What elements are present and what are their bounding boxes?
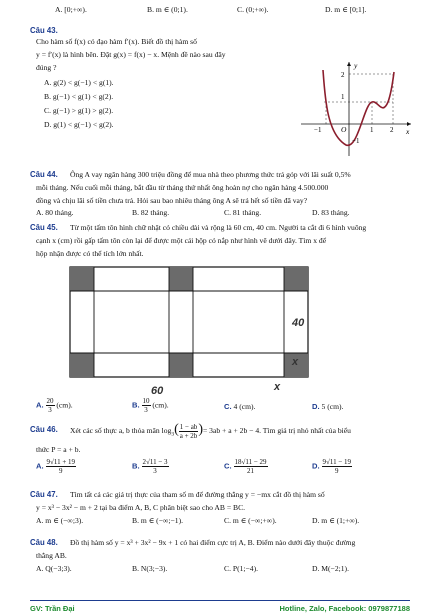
q46-option-a-frac — [46, 458, 77, 475]
q46-paren-open: ( — [174, 422, 179, 437]
q46-options — [36, 458, 416, 480]
frac-den: 3 — [48, 406, 52, 414]
top-option-d: D. m ∈ [0;1]. — [325, 5, 367, 14]
graph-y-label: y — [354, 61, 358, 70]
frac-num: 9√11 − 19 — [322, 458, 352, 466]
q45-options — [36, 395, 406, 417]
q47-line2: y = x³ − 3x² − m + 2 tại ba điểm A, B, C phân biệt sao cho AB = BC. — [36, 503, 246, 512]
frac-num: 18√11 − 29 — [234, 458, 267, 466]
q46-line2: thức P = a + b. — [36, 445, 81, 454]
q45-option-c — [224, 402, 255, 412]
q44-line3: đồng và chịu lãi số tiền chưa trả. Hỏi sau bao nhiêu tháng ông A sẽ trả hết số tiền đã vay? — [36, 196, 308, 205]
q44-option-c: C. 81 tháng. — [224, 208, 262, 217]
top-option-a: A. [0;+∞). — [55, 5, 87, 14]
derivative-graph — [296, 58, 416, 158]
derivative-curve — [323, 70, 394, 145]
tick-x-neg1: −1 — [314, 126, 322, 134]
top-option-b: B. m ∈ (0;1). — [147, 5, 188, 14]
q45-option-c-text: 4 (cm). — [233, 402, 256, 411]
q46-option-b-letter: B. — [132, 461, 140, 471]
tick-x1: 1 — [370, 126, 374, 134]
tick-x2: 2 — [390, 126, 394, 134]
page-footer — [0, 600, 435, 615]
cut-square-tr — [284, 267, 308, 291]
frac-den: 3 — [153, 467, 157, 475]
q47-line1: Tìm tất cả các giá trị thực của tham số m để đường thẳng y = −mx cắt đồ thị hàm số — [70, 490, 325, 499]
q45-option-b-unit: (cm). — [152, 400, 169, 410]
q46-log-base: 3 — [171, 431, 175, 438]
q48-label: Câu 48. — [30, 538, 58, 547]
q43-option-b: B. g(−1) < g(1) < g(2). — [44, 92, 114, 101]
x-side-label: x — [292, 356, 299, 368]
length-label: 60 — [151, 385, 164, 397]
q46-option-d-letter: D. — [312, 461, 320, 471]
tick-y-neg1: −1 — [352, 137, 360, 145]
q45-option-b — [132, 397, 169, 414]
frac-den: a + 2b — [179, 431, 198, 440]
tin-sheet-figure — [40, 262, 340, 398]
q46-line1 — [70, 420, 351, 445]
q46-label: Câu 46. — [30, 425, 58, 434]
q47-option-a: A. m ∈ (−∞;3). — [36, 516, 84, 525]
q46-option-a-letter: A. — [36, 461, 44, 471]
tick-y2: 2 — [341, 71, 345, 79]
q46-option-b — [132, 458, 169, 475]
frac-den: 9 — [335, 467, 339, 475]
q45-option-b-frac — [142, 397, 151, 414]
q43-option-d: D. g(1) < g(−1) < g(2). — [44, 120, 114, 129]
q45-option-d-letter: D. — [312, 402, 320, 411]
footer-contact: Hotline, Zalo, Facebook: 0979877188 — [279, 604, 410, 613]
q43-line3: đúng ? — [36, 63, 57, 72]
cut-square-tl — [70, 267, 94, 291]
q45-option-a-frac — [46, 397, 55, 414]
frac-num: 9√11 + 19 — [46, 458, 76, 466]
top-option-c: C. (0;+∞). — [237, 5, 269, 14]
q46-paren-close: ) — [198, 422, 203, 437]
q47-option-c: C. m ∈ (−∞;+∞). — [224, 516, 277, 525]
q44-line1: Ông A vay ngân hàng 300 triệu đồng để mua nhà theo phương thức trả góp với lãi suất 0,5% — [70, 170, 351, 179]
q44-line2: mỗi tháng. Nếu cuối mỗi tháng, bắt đầu từ tháng thứ nhất ông hoàn nợ cho ngân hàng 4.500.000 — [36, 183, 329, 192]
q43-line2: y = f′(x) là hình bên. Đặt g(x) = f(x) − x. Mệnh đề nào sau đây — [36, 50, 226, 59]
frac-num: 1 − ab — [179, 422, 198, 431]
q45-line2: cạnh x (cm) rồi gấp tấm tôn còn lại để được một cái hộp có nắp như hình vẽ dưới đây. Tìm x để — [36, 236, 327, 245]
q43-line1: Cho hàm số f(x) có đạo hàm f′(x). Biết đồ thị hàm số — [36, 37, 197, 46]
q45-option-d-text: 5 (cm). — [321, 402, 344, 411]
q46-log-frac — [179, 423, 199, 440]
q48-option-a: A. Q(−3;3). — [36, 564, 72, 573]
q45-line3: hộp nhận được có thể tích lớn nhất. — [36, 249, 144, 258]
q46-option-c-frac — [234, 458, 268, 475]
frac-den: 9 — [59, 467, 63, 475]
cut-square-bl — [70, 353, 94, 377]
frac-num: 20 — [46, 397, 54, 405]
q44-option-a: A. 80 tháng. — [36, 208, 74, 217]
q48-option-b: B. N(3;−3). — [132, 564, 168, 573]
cut-square-tm — [169, 267, 193, 291]
q45-option-a-letter: A. — [36, 400, 44, 410]
frac-den: 21 — [247, 467, 255, 475]
q46-line1a: Xét các số thực a, b thỏa mãn log — [70, 426, 172, 435]
q43-option-a: A. g(2) < g(−1) < g(1). — [44, 78, 114, 87]
q48-option-c: C. P(1;−4). — [224, 564, 259, 573]
q48-line1: Đồ thị hàm số y = x³ + 3x² − 9x + 1 có hai điểm cực trị A, B. Điểm nào dưới đây thuộc đường — [70, 538, 356, 547]
q46-option-c-letter: C. — [224, 461, 232, 471]
q45-option-b-letter: B. — [132, 400, 140, 410]
tick-y1: 1 — [341, 93, 345, 101]
q45-option-c-letter: C. — [224, 402, 232, 411]
q46-option-d — [312, 458, 352, 475]
width-label: 40 — [292, 317, 305, 329]
q48-line2: thẳng AB. — [36, 551, 67, 560]
q46-option-c — [224, 458, 268, 475]
q46-option-a — [36, 458, 76, 475]
x-bottom-label: x — [274, 381, 281, 393]
graph-x-label: x — [406, 127, 410, 136]
footer-rule — [30, 600, 410, 601]
q45-label: Câu 45. — [30, 223, 58, 232]
q46-option-d-frac — [322, 458, 353, 475]
y-axis-arrow — [347, 62, 351, 66]
q43-label: Câu 43. — [30, 26, 58, 35]
q46-option-b-frac — [142, 458, 169, 475]
frac-num: 2√11 − 3 — [142, 458, 168, 466]
graph-origin: O — [341, 125, 347, 134]
q45-option-d — [312, 402, 343, 412]
frac-num: 10 — [142, 397, 150, 405]
footer-author: GV: Trần Đại — [30, 604, 75, 613]
q48-option-d: D. M(−2;1). — [312, 564, 349, 573]
q45-option-a-unit: (cm). — [56, 400, 73, 410]
q45-line1: Từ một tấm tôn hình chữ nhật có chiều dài và rộng là 60 cm, 40 cm. Người ta cắt đi 6 hình vuông — [70, 223, 367, 232]
x-axis-arrow — [407, 122, 411, 126]
q44-option-d: D. 83 tháng. — [312, 208, 350, 217]
q44-label: Câu 44. — [30, 170, 58, 179]
q47-label: Câu 47. — [30, 490, 58, 499]
q44-option-b: B. 82 tháng. — [132, 208, 170, 217]
cut-square-bm — [169, 353, 193, 377]
q45-option-a — [36, 397, 73, 414]
q43-option-c: C. g(−1) > g(1) > g(2). — [44, 106, 114, 115]
q46-line1b: = 3ab + a + 2b − 4. Tìm giá trị nhỏ nhất của biểu — [202, 426, 351, 435]
frac-den: 3 — [144, 406, 148, 414]
q47-option-d: D. m ∈ (1;+∞). — [312, 516, 360, 525]
q47-option-b: B. m ∈ (−∞;−1). — [132, 516, 184, 525]
